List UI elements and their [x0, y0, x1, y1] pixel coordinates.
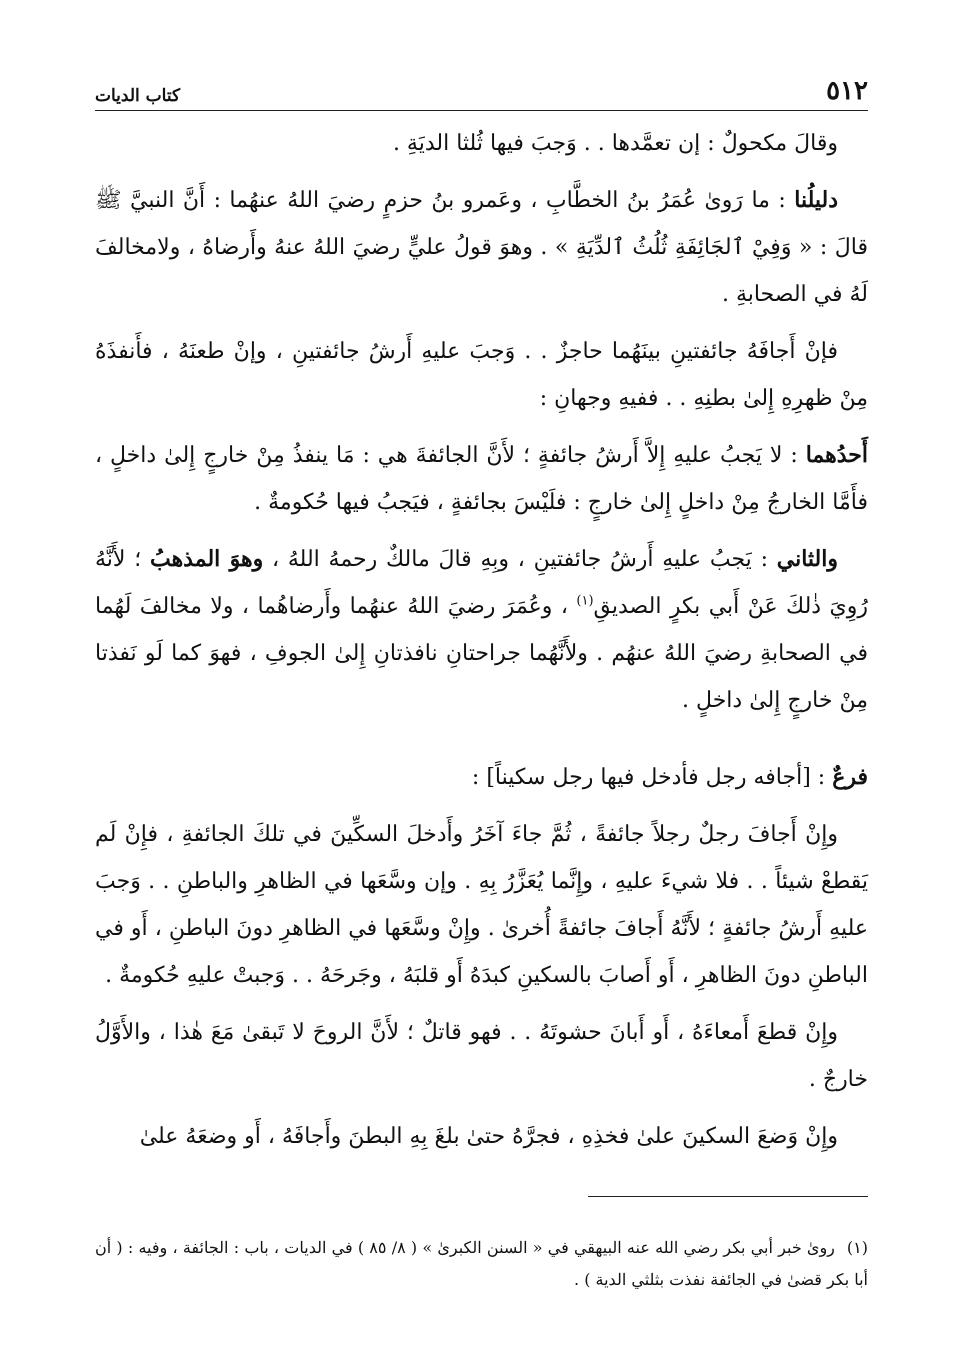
paragraph-text: : ما رَوىٰ عُمَرُ بنُ الخطَّابِ ، وعَمرو بنُ حزمٍ رضيَ اللهُ عنهُما : أَنَّ النبيَّ ﷺ قالَ : « وَفِيْ ٱلجَائِفَةِ ثُلُثُ ٱلدِّيَةِ » . وهوَ قولُ عليٍّ رضيَ اللهُ عنهُ وأَرضاهُ ، ولامخالفَ لَهُ في الصحابةِ .	[95, 188, 868, 307]
footnote-reference[interactable]: (١)	[576, 593, 594, 609]
paragraph-lead: والثاني	[776, 546, 838, 572]
paragraph-text: : [أجافه رجل فأدخل فيها رجل سكيناً] :	[471, 765, 833, 790]
paragraph-text: : يَجبُ عليهِ أَرشُ جائفتينِ ، وبِهِ قالَ مالكٌ رحمهُ اللهُ ،	[263, 547, 777, 572]
running-title: كتاب الديات	[95, 86, 181, 106]
paragraph-text: وإِنْ أَجافَ رجلٌ رجلاً جائفةً ، ثُمَّ جاءَ آخَرُ وأَدخلَ السكِّينَ في تلكَ الجائفةِ ، فإِنْ لَم يَقطعْ شيئاً . . فلا شيءَ عليهِ ، وإِنَّما يُعَزَّرُ بِهِ . وإن وسَّعَها في الظاهرِ والباطنِ . . وَجبَ عليهِ أَرشُ جائفةٍ ؛ لأَنَّهُ أَجافَ جائفةً أُخرىٰ . وإِنْ وسَّعَها في الظاهرِ دونَ الباطنِ ، أَو في الباطنِ دونَ الظاهرِ ، أَو أَصابَ بالسكينِ كبدَهُ أَو قلبَهُ ، وجَرحَهُ . . وَجبتْ عليهِ حُكومةٌ .	[95, 822, 868, 988]
paragraph-text: وإِنْ وَضعَ السكينَ علىٰ فخذِهِ ، فجرَّهُ حتىٰ بلغَ بِهِ البطنَ وأَجافَهُ ، أَو وضعَهُ علىٰ	[139, 1124, 838, 1149]
paragraph	[95, 1009, 868, 1103]
main-text	[95, 120, 868, 1170]
footnote-divider	[588, 1196, 868, 1197]
paragraph	[95, 811, 868, 999]
page-header	[95, 70, 868, 111]
paragraph	[95, 432, 868, 526]
footnote	[95, 1232, 868, 1296]
paragraph-text: ؛ لأَنَّهُ رُوِيَ ذٰلكَ عَنْ أَبي بكرٍ الصديقِ	[95, 547, 868, 619]
page-number: ٥١٢	[826, 76, 868, 106]
paragraph	[95, 536, 868, 724]
paragraph	[95, 120, 868, 167]
paragraph-text: وقالَ مكحولٌ : إن تعمَّدها . . وَجبَ فيها ثُلثا الديَةِ .	[392, 131, 838, 156]
footnotes	[95, 1232, 868, 1296]
paragraph	[95, 328, 868, 422]
paragraph	[95, 1113, 868, 1160]
paragraph-text: فإنْ أَجافَهُ جائفتينِ بينَهُما حاجزٌ . . وَجبَ عليهِ أَرشُ جائفتينِ ، وإنْ طعنَهُ ، فأَنفذَهُ مِنْ ظهرِهِ إِلىٰ بطنِهِ . . ففيهِ وجهانِ :	[95, 339, 868, 411]
paragraph-lead: دليلُنا	[794, 187, 838, 213]
paragraph-text: وإِنْ قطعَ أَمعاءَهُ ، أَو أَبانَ حشوتَهُ . . فهو قاتلٌ ؛ لأَنَّ الروحَ لا تَبقىٰ مَعَ هٰذا ، والأَوَّلُ خارجٌ .	[95, 1020, 868, 1092]
paragraph-emphasis: وهوَ المذهبُ	[149, 546, 264, 572]
paragraph-lead: أَحدُهما	[805, 442, 868, 468]
paragraph-text: : لا يَجبُ عليهِ إِلاَّ أَرشُ جائفةٍ ؛ لأَنَّ الجائفةَ هي : مَا ينفذُ مِنْ خارجٍ إِلىٰ داخلٍ ، فأَمَّا الخارجُ مِنْ داخلٍ إِلىٰ خارجٍ : فلَيْسَ بجائفةٍ ، فيَجبُ فيها حُكومةٌ .	[95, 443, 868, 515]
paragraph	[95, 754, 868, 801]
footnote-text: روىٰ خبر أبي بكر رضي الله عنه البيهقي في « السنن الكبرىٰ » ( ٨/ ٨٥ ) في الديات ، باب : الجائفة ، وفيه : ( أن أبا بكر قضىٰ في الجائفة نفذت بثلثي الدية ) .	[95, 1238, 868, 1289]
section-heading: فرعٌ	[832, 764, 868, 790]
paragraph	[95, 177, 868, 318]
footnote-number: (١)	[846, 1238, 868, 1257]
paragraph-text: ، وعُمَرَ رضيَ اللهُ عنهُما وأَرضاهُما ، ولا مخالفَ لَهُما في الصحابةِ رضيَ اللهُ عنهُم . ولأَنَّهُما جراحتانِ نافذتانِ إِلىٰ الجوفِ ، فهوَ كما لَو نَفذتا مِنْ خارجٍ إِلىٰ داخلٍ .	[95, 594, 868, 713]
